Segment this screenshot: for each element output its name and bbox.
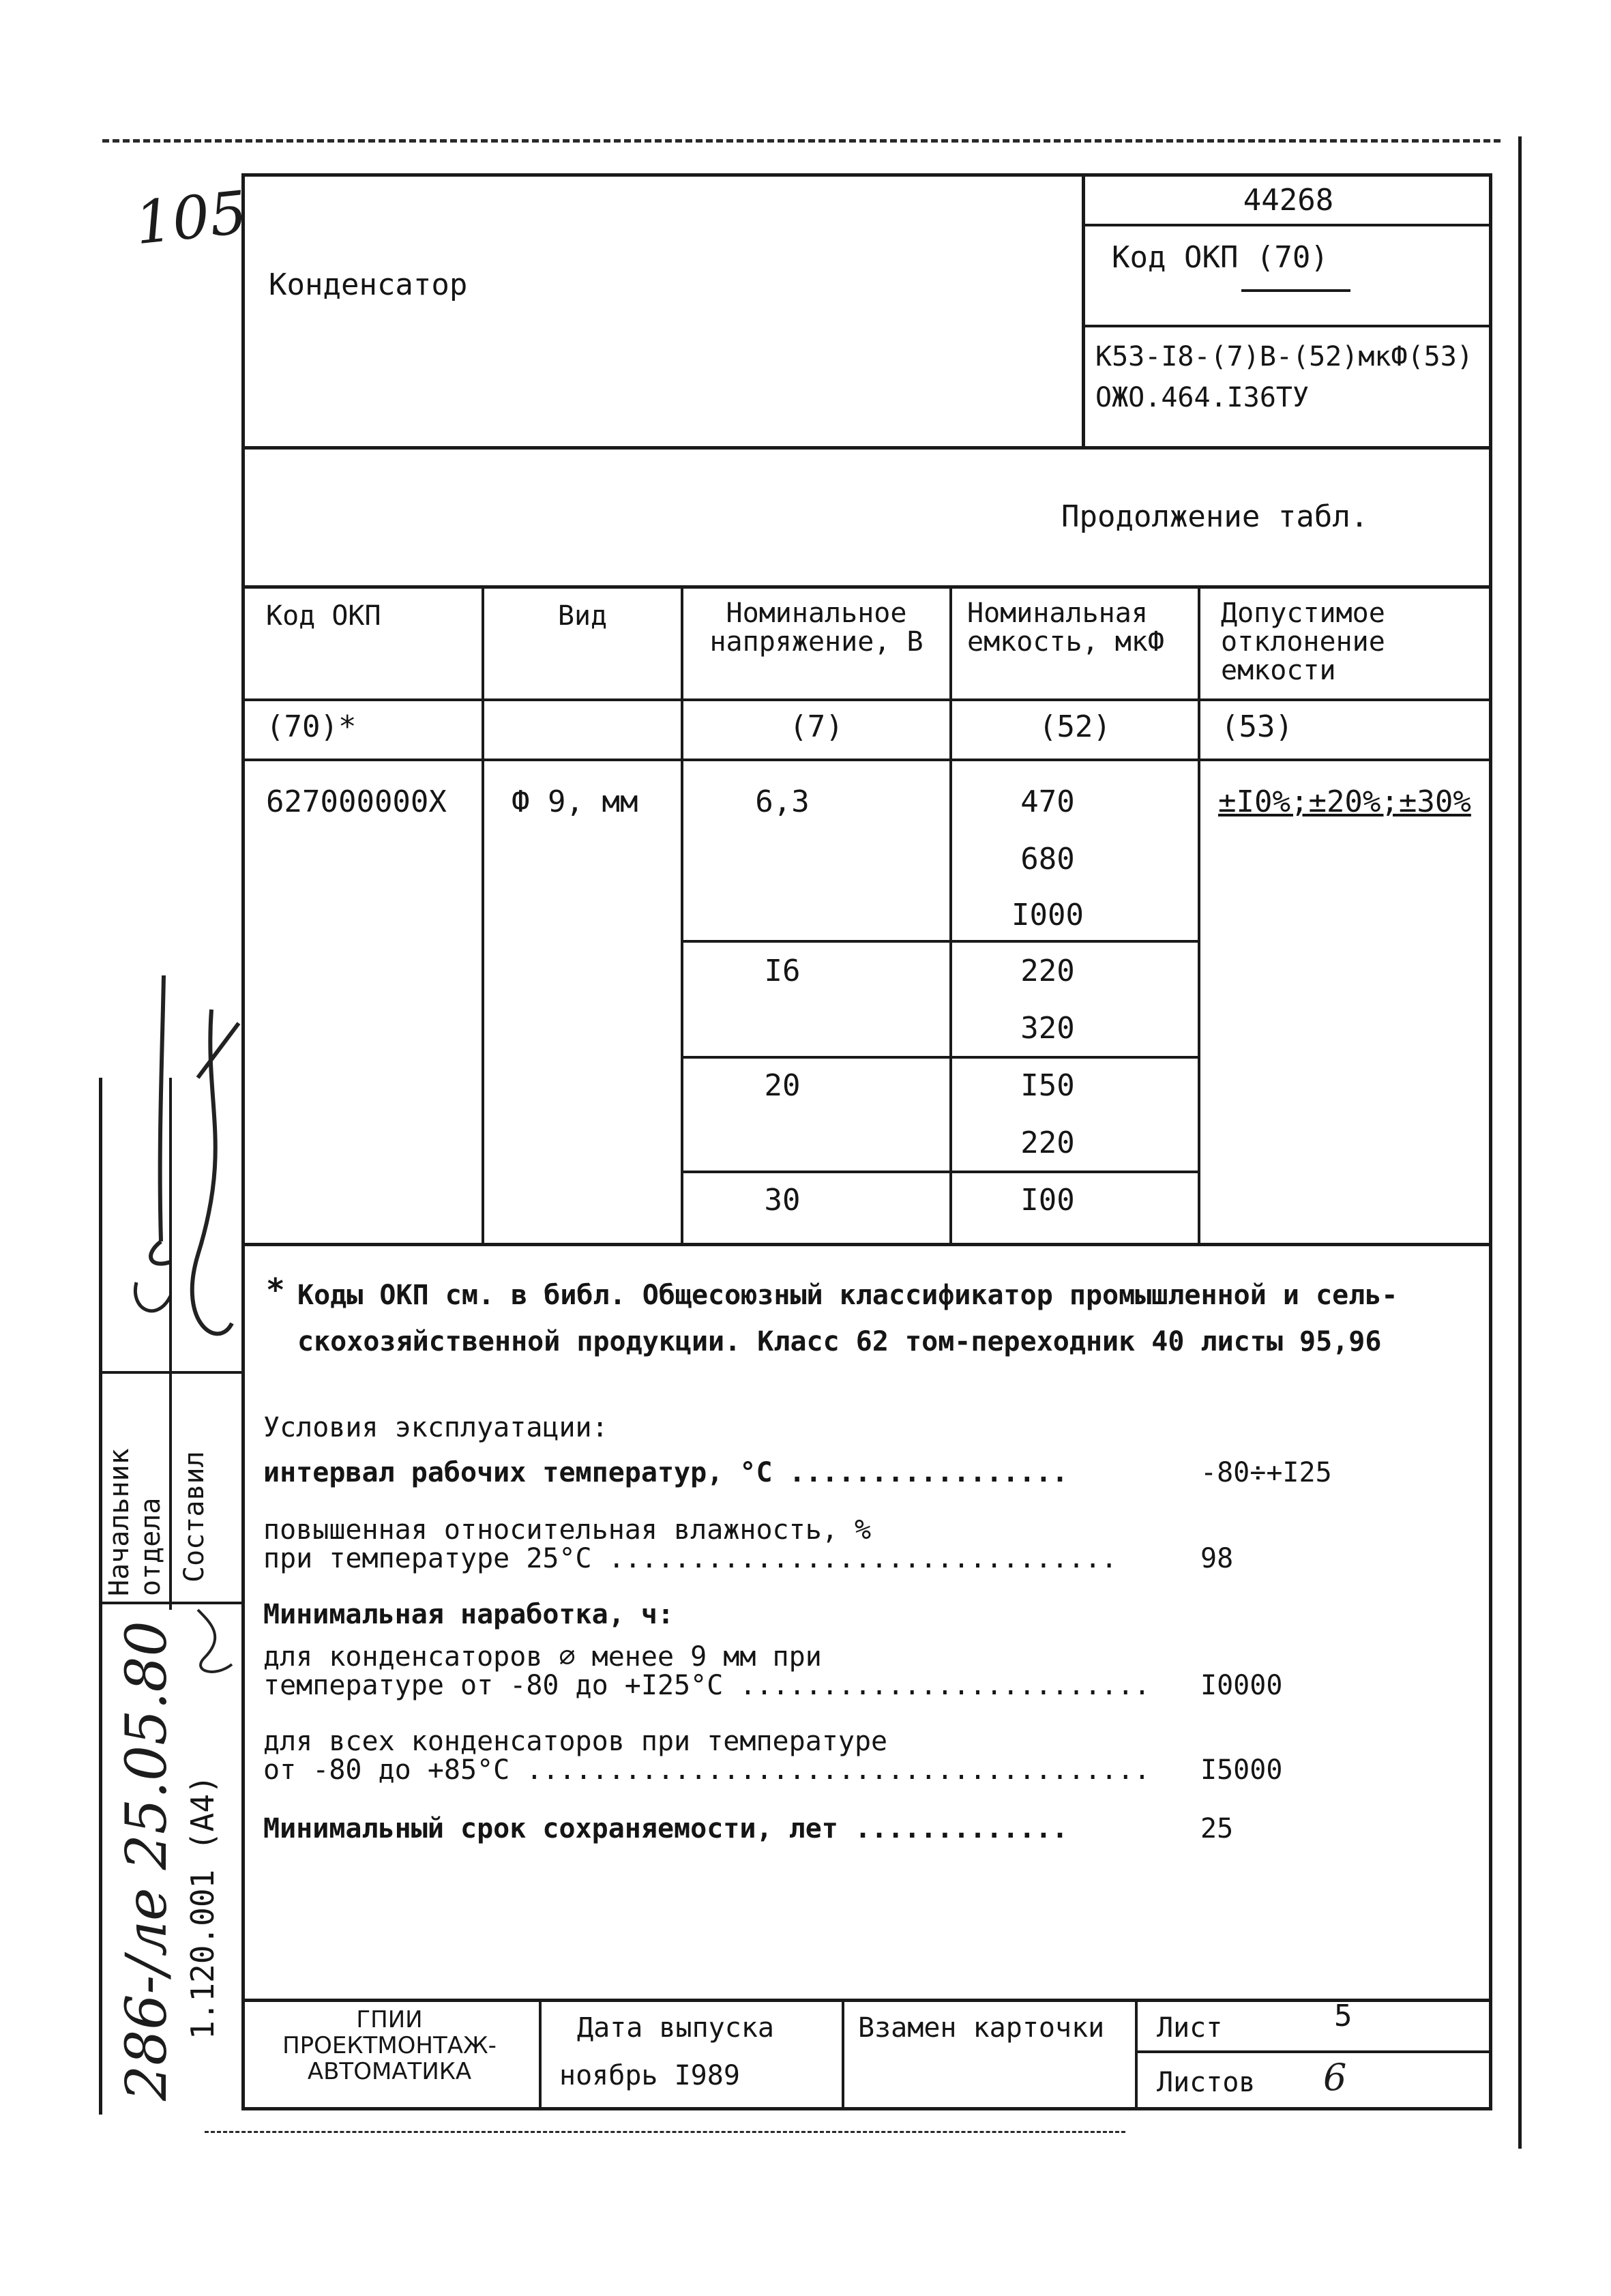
- temp-range-value: -80÷+I25: [1200, 1457, 1332, 1488]
- code-capacity: (52): [1039, 709, 1111, 744]
- group-sep-2: [681, 1056, 1199, 1059]
- header-voltage: Номинальное напряжение, В: [709, 598, 923, 658]
- header-right-line-2: [1082, 325, 1492, 327]
- left-note-form: 1.120.001 (A4): [184, 1775, 221, 2040]
- card-number: 44268: [1243, 183, 1334, 218]
- group-sep-3: [681, 1171, 1199, 1173]
- sheets-value: 6: [1323, 2056, 1347, 2099]
- capacity-100: I00: [1020, 1183, 1075, 1218]
- table-top-line: [241, 585, 1492, 589]
- signature-head-mark: [135, 1282, 171, 1311]
- footer-col-3: [1135, 1999, 1138, 2110]
- signature-bottom: [198, 1610, 232, 1672]
- sheet-value: 5: [1334, 1999, 1353, 2033]
- footer-col-1: [539, 1999, 542, 2110]
- runtime1-label-2: температуре от -80 до +I25°С .........................: [263, 1670, 1151, 1701]
- bottom-edge-line: [205, 2131, 1125, 2133]
- product-title: Конденсатор: [269, 267, 468, 302]
- stamp-compiler-label: Составил: [179, 1451, 210, 1583]
- tolerance-value: ±I0%;±20%;±30%: [1218, 784, 1471, 819]
- runtime2-value: I5000: [1200, 1754, 1283, 1786]
- signature-compiler: [192, 1010, 239, 1334]
- voltage-30: 30: [764, 1183, 801, 1218]
- stamp-top-line: [99, 1371, 242, 1374]
- voltage-6-3: 6,3: [755, 784, 810, 819]
- designation: К53-I8-(7)В-(52)мкФ(53): [1095, 341, 1473, 372]
- stamp-head-label: Начальник отдела: [104, 1448, 166, 1596]
- sheet-label: Лист: [1157, 2012, 1223, 2044]
- sheets-label: Листов: [1157, 2067, 1256, 2098]
- footnote-mark: *: [266, 1271, 285, 1308]
- footer-col-2: [842, 1999, 844, 2110]
- issue-date-value: ноябрь I989: [559, 2060, 740, 2091]
- code-voltage: (7): [789, 709, 844, 744]
- signature-head: [151, 975, 171, 1264]
- kind-value: Ф 9, мм: [512, 784, 638, 819]
- humidity-label-1: повышенная относительная влажность, %: [263, 1514, 872, 1546]
- capacity-220-a: 220: [1020, 954, 1075, 988]
- runtime2-label-1: для всех конденсаторов при температуре: [263, 1726, 888, 1757]
- stamp-bottom-line: [99, 1602, 242, 1604]
- table-col-4: [1198, 585, 1200, 1244]
- capacity-680: 680: [1020, 842, 1075, 877]
- conditions-title: Условия эксплуатации:: [263, 1412, 608, 1443]
- capacity-220-b: 220: [1020, 1125, 1075, 1160]
- footnote-line-2: скохозяйственной продукции. Класс 62 том-переходник 40 листы 95,96: [297, 1326, 1382, 1357]
- humidity-label-2: при температуре 25°С ...............................: [263, 1543, 1118, 1574]
- capacity-320: 320: [1020, 1011, 1075, 1046]
- capacity-150: I50: [1020, 1068, 1075, 1103]
- footer-sheet-line: [1135, 2050, 1492, 2053]
- okp-value: 627000000Х: [266, 784, 447, 819]
- table-header-line: [241, 698, 1492, 701]
- table-bottom-line: [241, 1243, 1492, 1246]
- header-tolerance: Допустимое отклонение емкости: [1221, 598, 1385, 686]
- group-sep-1: [681, 940, 1199, 943]
- okp-underline: [1241, 289, 1350, 292]
- okp-code-label: Код ОКП (70): [1112, 240, 1329, 275]
- header-right-line-1: [1082, 224, 1492, 226]
- top-edge-line: [102, 139, 1501, 143]
- voltage-20: 20: [764, 1068, 801, 1103]
- table-col-2: [681, 585, 683, 1244]
- code-tolerance: (53): [1221, 709, 1293, 744]
- runtime1-label-1: для конденсаторов ⌀ менее 9 мм при: [263, 1641, 822, 1673]
- min-runtime-title: Минимальная наработка, ч:: [263, 1599, 675, 1630]
- replaces-label: Взамен карточки: [858, 2012, 1105, 2044]
- issue-date-label: Дата выпуска: [577, 2012, 774, 2044]
- capacity-1000: I000: [1011, 898, 1084, 932]
- runtime2-label-2: от -80 до +85°С ......................................: [263, 1754, 1151, 1786]
- footer-top-line: [241, 1999, 1492, 2002]
- table-col-1: [482, 585, 484, 1244]
- footnote-line-1: Коды ОКП см. в библ. Общесоюзный классификатор промышленной и сель-: [297, 1280, 1398, 1311]
- corner-number: 105: [132, 178, 250, 259]
- stamp-line-b: [169, 1078, 172, 1610]
- header-kind: Вид: [557, 600, 608, 632]
- footer-org: ГПИИ ПРОЕКТМОНТАЖ- АВТОМАТИКА: [282, 2006, 497, 2085]
- table-code-line: [241, 759, 1492, 761]
- code-okp: (70)*: [266, 709, 357, 744]
- storage-value: 25: [1200, 1813, 1234, 1844]
- spec-number: ОЖО.464.I36ТУ: [1095, 382, 1310, 413]
- stamp-line-a: [99, 1078, 102, 2115]
- runtime1-value: I0000: [1200, 1670, 1283, 1701]
- right-edge-line: [1518, 136, 1522, 2149]
- header-bottom-line: [241, 446, 1492, 450]
- header-okp-code: Код ОКП: [266, 600, 381, 632]
- voltage-16: I6: [764, 954, 801, 988]
- left-note-date: 286-/ле 25.05.80: [115, 1621, 179, 2101]
- header-capacity: Номинальная емкость, мкФ: [967, 598, 1164, 658]
- storage-label: Минимальный срок сохраняемости, лет .............: [263, 1813, 1069, 1844]
- table-caption: Продолжение табл.: [1061, 499, 1369, 534]
- capacity-470: 470: [1020, 784, 1075, 819]
- humidity-value: 98: [1200, 1543, 1234, 1574]
- temp-range-label: интервал рабочих температур, °С .................: [263, 1457, 1069, 1488]
